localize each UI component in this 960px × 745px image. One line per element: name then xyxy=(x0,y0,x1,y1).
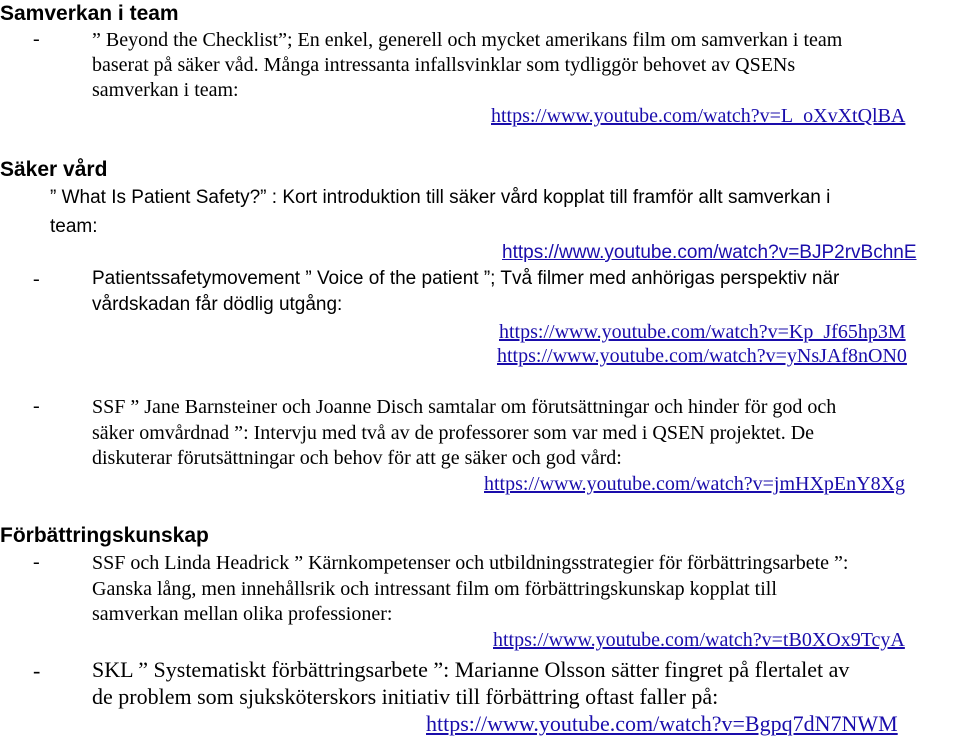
youtube-link[interactable]: https://www.youtube.com/watch?v=Kp_Jf65hp3M xyxy=(499,321,906,343)
close-quote: ” xyxy=(278,29,287,51)
item-title-2: Systematiskt förbättringsarbete xyxy=(153,657,428,682)
item-patientsafety-line1 xyxy=(92,268,839,290)
open-quote: ” xyxy=(92,29,101,51)
item-text: samverkan i team: xyxy=(92,79,239,101)
item-patient-safety-line1 xyxy=(50,187,830,209)
item-title: SSF och Linda Headrick xyxy=(92,552,290,574)
item-text: vårdskadan får dödlig utgång: xyxy=(92,294,343,315)
open-quote: ” xyxy=(50,187,57,208)
item-text: : Intervju med två av de professorer som var med i QSEN projektet. De xyxy=(243,422,815,444)
list-marker: - xyxy=(33,395,40,417)
list-marker: - xyxy=(33,28,40,50)
list-marker: - xyxy=(33,658,41,683)
item-ssf-line2 xyxy=(92,421,814,445)
youtube-link[interactable]: https://www.youtube.com/watch?v=BJP2rvBchnE xyxy=(502,242,917,263)
close-quote: ” xyxy=(234,422,244,444)
item-title: SSF xyxy=(92,396,126,418)
list-marker: - xyxy=(33,268,40,290)
list-marker: - xyxy=(33,551,40,573)
item-text: : xyxy=(842,552,849,574)
item-title: What Is Patient Safety? xyxy=(61,187,261,208)
item-title-2: Jane Barnsteiner och Joanne Disch samtalar om förutsättningar och hinder för god och xyxy=(144,396,837,418)
item-text: de problem som sjuksköterskors initiativ till förbättring oftast faller på: xyxy=(92,684,719,709)
open-quote: ” xyxy=(294,552,304,574)
item-title: SKL xyxy=(92,657,133,682)
item-title: Beyond the Checklist xyxy=(105,29,279,51)
close-quote: ” xyxy=(433,657,444,682)
item-text: team: xyxy=(50,216,98,237)
item-text: Ganska lång, men innehållsrik och intressant film om förbättringskunskap kopplat till xyxy=(92,578,777,600)
item-text: diskuterar förutsättningar och behov för att ge säker och god vård: xyxy=(92,447,622,469)
close-quote: ” xyxy=(834,552,843,574)
youtube-link[interactable]: https://www.youtube.com/watch?v=yNsJAf8nON0 xyxy=(497,345,907,367)
item-title-2: Voice of the patient xyxy=(316,268,479,289)
section-heading-forbattringskunskap: Förbättringskunskap xyxy=(0,524,209,547)
section-heading-samverkan: Samverkan i team xyxy=(0,2,179,25)
section-heading-saker-vard: Säker vård xyxy=(0,158,108,181)
youtube-link[interactable]: https://www.youtube.com/watch?v=tB0XOx9TcyA xyxy=(493,629,905,651)
open-quote: ” xyxy=(305,268,312,289)
open-quote: ” xyxy=(130,396,140,418)
item-text: ; En enkel, generell och mycket amerikans film om samverkan i team xyxy=(286,29,843,51)
item-title: Patientssafetymovement xyxy=(92,268,301,289)
item-text: : Kort introduktion till säker vård kopplat till framför allt samverkan i xyxy=(271,187,831,208)
item-text: ; Två filmer med anhörigas perspektiv när xyxy=(490,268,840,289)
close-quote: ” xyxy=(260,187,267,208)
item-text: : Marianne Olsson sätter fingret på flertalet av xyxy=(443,657,850,682)
item-text: säker omvårdnad xyxy=(92,422,230,444)
item-skl-line1 xyxy=(92,658,849,682)
youtube-link[interactable]: https://www.youtube.com/watch?v=L_oXvXtQlBA xyxy=(491,105,906,127)
close-quote: ” xyxy=(483,268,491,289)
youtube-link[interactable]: https://www.youtube.com/watch?v=jmHXpEnY8Xg xyxy=(484,473,906,495)
item-text: samverkan mellan olika professioner: xyxy=(92,603,393,625)
item-text: baserat på säker våd. Många intressanta infallsvinklar som tydliggör behovet av QSENs xyxy=(92,54,796,76)
item-ssf-line1 xyxy=(92,395,836,419)
open-quote: ” xyxy=(138,657,149,682)
item-title-2: Kärnkompetenser och utbildningsstrategier för förbättringsarbete xyxy=(308,552,830,574)
item-headrick-line1 xyxy=(92,551,848,575)
youtube-link[interactable]: https://www.youtube.com/watch?v=Bgpq7dN7NWM xyxy=(426,711,898,736)
item-beyond-checklist-line1 xyxy=(92,28,842,52)
